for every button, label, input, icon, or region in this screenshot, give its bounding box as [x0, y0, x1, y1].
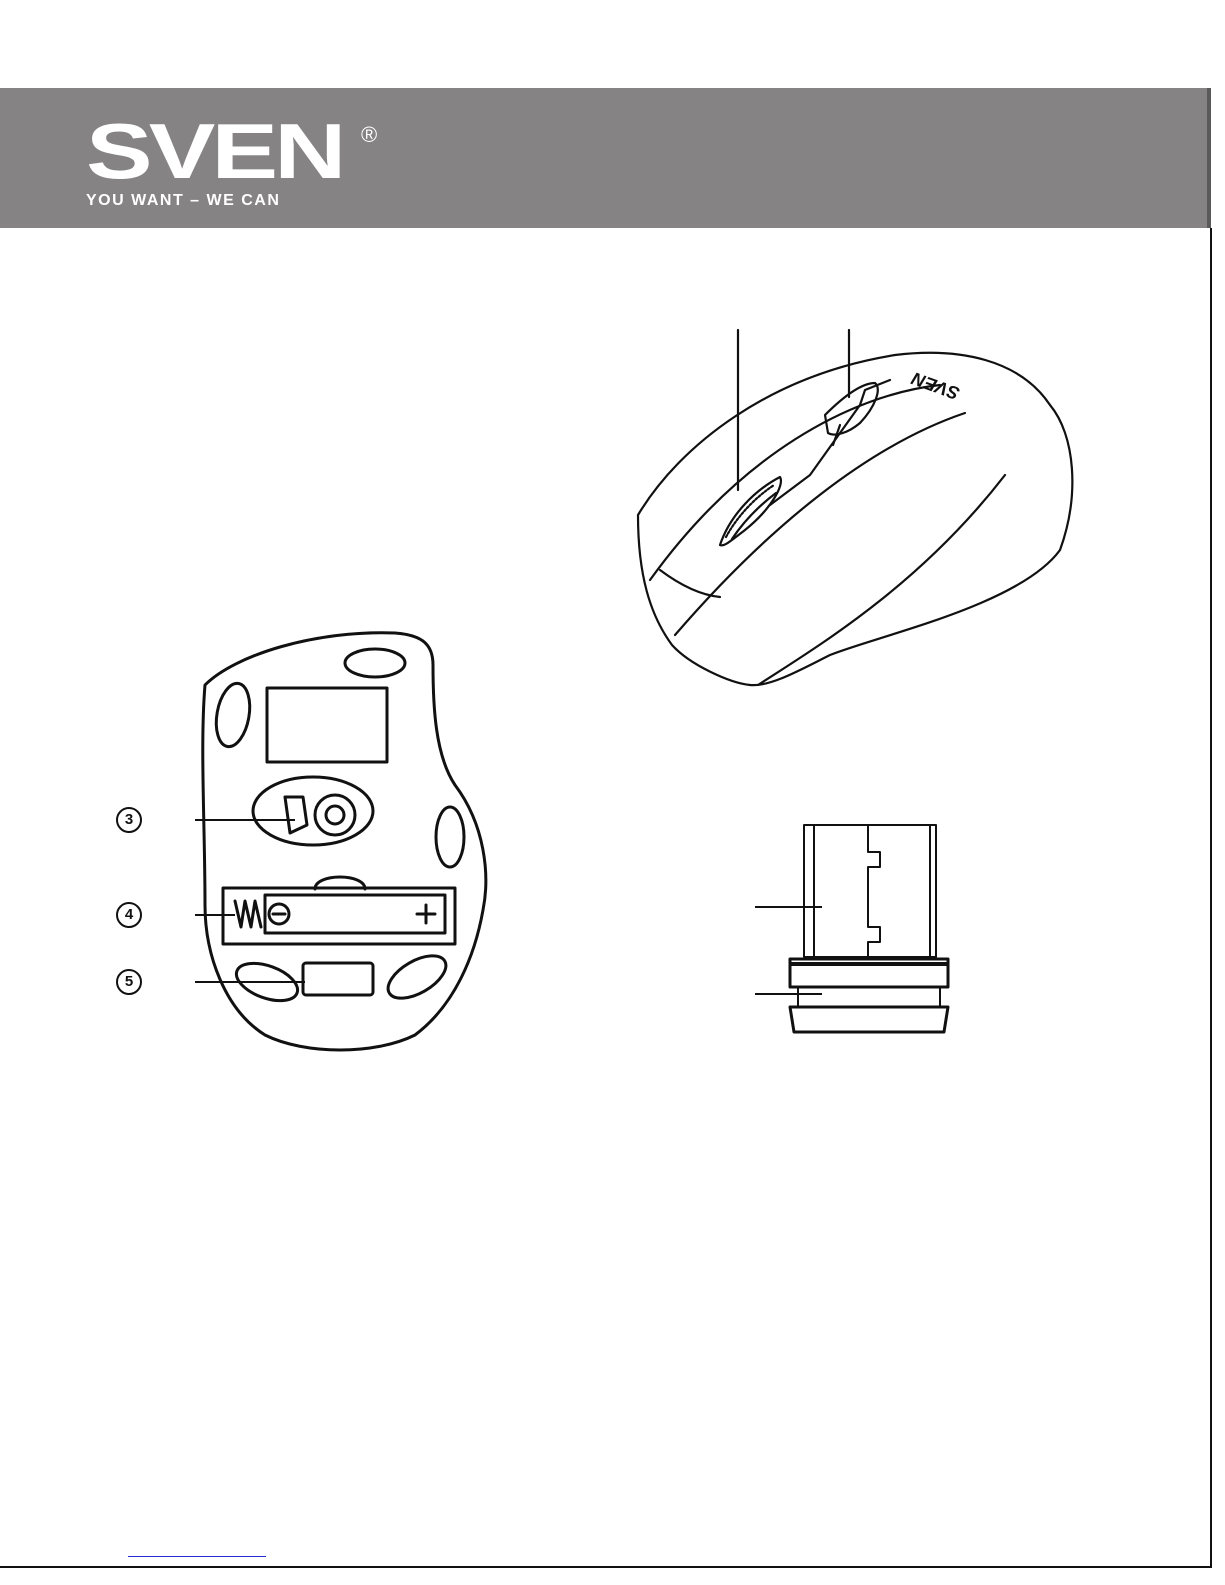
optical-sensor [315, 795, 355, 835]
usb-connector [804, 825, 936, 957]
callout-5: 5 [116, 969, 142, 995]
brand-wordmark: SVEN [86, 107, 343, 195]
foot-pad [436, 807, 464, 867]
usb-receiver-illustration [750, 822, 955, 1037]
mouse-top-view-illustration [620, 325, 1090, 695]
callout-4: 4 [116, 902, 142, 928]
brand-logo [86, 107, 386, 212]
mouse-printed-logo: SVEN [909, 368, 963, 404]
foot-pad [381, 947, 452, 1007]
foot-pad [212, 681, 255, 750]
page-edge-line [1210, 228, 1212, 1568]
footer-link-underline[interactable] [128, 1556, 266, 1557]
label-area [267, 688, 387, 762]
brand-tagline: YOU WANT – WE CAN [86, 192, 281, 209]
mouse-outline [638, 353, 1072, 685]
registered-mark: ® [361, 122, 378, 147]
callout-3: 3 [116, 807, 142, 833]
footer-rule [0, 1566, 1212, 1568]
power-switch [303, 963, 373, 995]
banner-edge [1207, 88, 1211, 228]
mouse-bottom-view-illustration [195, 625, 495, 1060]
battery-spring [235, 901, 261, 927]
foot-pad [345, 649, 405, 677]
